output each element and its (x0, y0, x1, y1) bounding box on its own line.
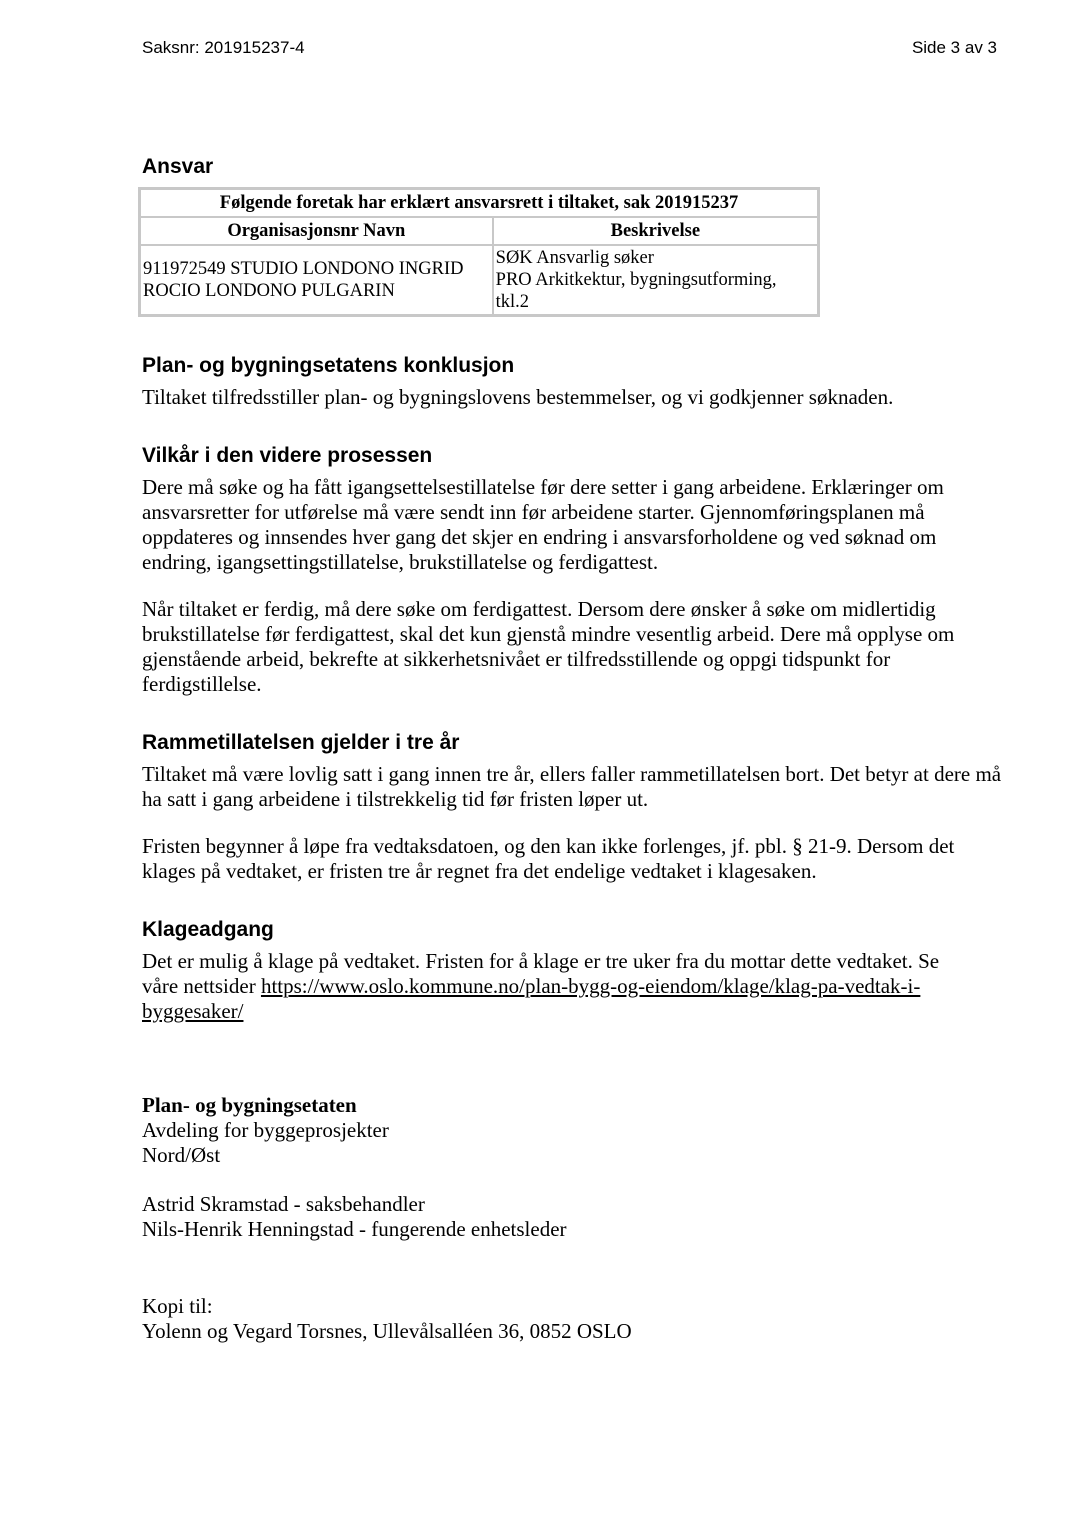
table-cell-name (140, 245, 493, 315)
section-heading-vilkar: Vilkår i den videre prosessen (142, 444, 433, 467)
klage-text (142, 949, 972, 1024)
signature-region: Nord/Øst (142, 1143, 221, 1167)
signature-department: Avdeling for byggeprosjekter (142, 1118, 389, 1142)
section-heading-konklusjon: Plan- og bygningsetatens konklusjon (142, 354, 515, 377)
cell-line: ROCIO LONDONO PULGARIN (143, 281, 395, 301)
signature-person-1: Astrid Skramstad - saksbehandler (142, 1192, 425, 1216)
signature-org: Plan- og bygningsetaten (142, 1093, 357, 1117)
section-heading-klage: Klageadgang (142, 918, 274, 941)
cell-line: 911972549 STUDIO LONDONO INGRID (143, 259, 464, 279)
section-heading-ramme: Rammetillatelsen gjelder i tre år (142, 731, 460, 754)
vilkar-paragraph-1: Dere må søke og ha fått igangsettelsestillatelse før dere setter i gang arbeidene. Erklæringer om ansvarsretter for utførelse må være sendt inn før arbeidene starter. Gjennomføringsplanen må oppdateres og innsendes hver gang det skjer en endring i ansvarsforholdene og ved søknad om endring, igangsettingstillatelse, brukstillatelse og ferdigattest. (142, 475, 944, 574)
table-header-description: Beskrivelse (493, 217, 818, 245)
klage-text-before: Det er mulig å klage på vedtaket. Fristen for å klage er tre uker fra du mottar dette vedtaket. Se våre nettsider (142, 949, 940, 998)
table-row (140, 245, 818, 315)
section-heading-ansvar: Ansvar (142, 155, 214, 178)
cell-line: tkl.2 (495, 292, 530, 312)
klage-link[interactable]: https://www.oslo.kommune.no/plan-bygg-og-eiendom/klage/klag-pa-vedtak-i-byggesaker/ (142, 974, 921, 1023)
ansvar-table (138, 187, 820, 317)
signature-person-2: Nils-Henrik Henningstad - fungerende enhetsleder (142, 1217, 567, 1241)
vilkar-paragraph-2: Når tiltaket er ferdig, må dere søke om ferdigattest. Dersom dere ønsker å søke om midlertidig brukstillatelse før ferdigattest, skal det kun gjenstå mindre vesentlig arbeid. Dere må opplyse om gjenstående arbeid, bekrefte at sikkerhetsnivået er tilfredsstillende og oppgi tidspunkt for ferdigstillelse. (142, 597, 955, 696)
copy-label: Kopi til: (142, 1294, 213, 1318)
konklusjon-text: Tiltaket tilfredsstiller plan- og bygningslovens bestemmelser, og vi godkjenner søknaden. (142, 385, 894, 409)
case-number: Saksnr: 201915237-4 (142, 38, 305, 57)
copy-recipient: Yolenn og Vegard Torsnes, Ullevålsalléen 36, 0852 OSLO (142, 1319, 632, 1343)
cell-line: SØK Ansvarlig søker (495, 248, 654, 268)
page-number: Side 3 av 3 (911, 38, 997, 57)
table-header-name: Organisasjonsnr Navn (140, 217, 493, 245)
ramme-paragraph-2: Fristen begynner å løpe fra vedtaksdatoen, og den kan ikke forlenges, jf. pbl. § 21-9. Dersom det klages på vedtaket, er fristen tre år regnet fra det endelige vedtaket i klagesaken. (142, 834, 955, 883)
table-cell-description (493, 245, 818, 315)
ramme-paragraph-1: Tiltaket må være lovlig satt i gang innen tre år, ellers faller rammetillatelsen bort. Det betyr at dere må ha satt i gang arbeidene i tilstrekkelig tid før fristen løper ut. (142, 762, 1002, 811)
cell-line: PRO Arkitkektur, bygningsutforming, (495, 270, 777, 290)
table-caption: Følgende foretak har erklært ansvarsrett i tiltaket, sak 201915237 (140, 189, 818, 217)
